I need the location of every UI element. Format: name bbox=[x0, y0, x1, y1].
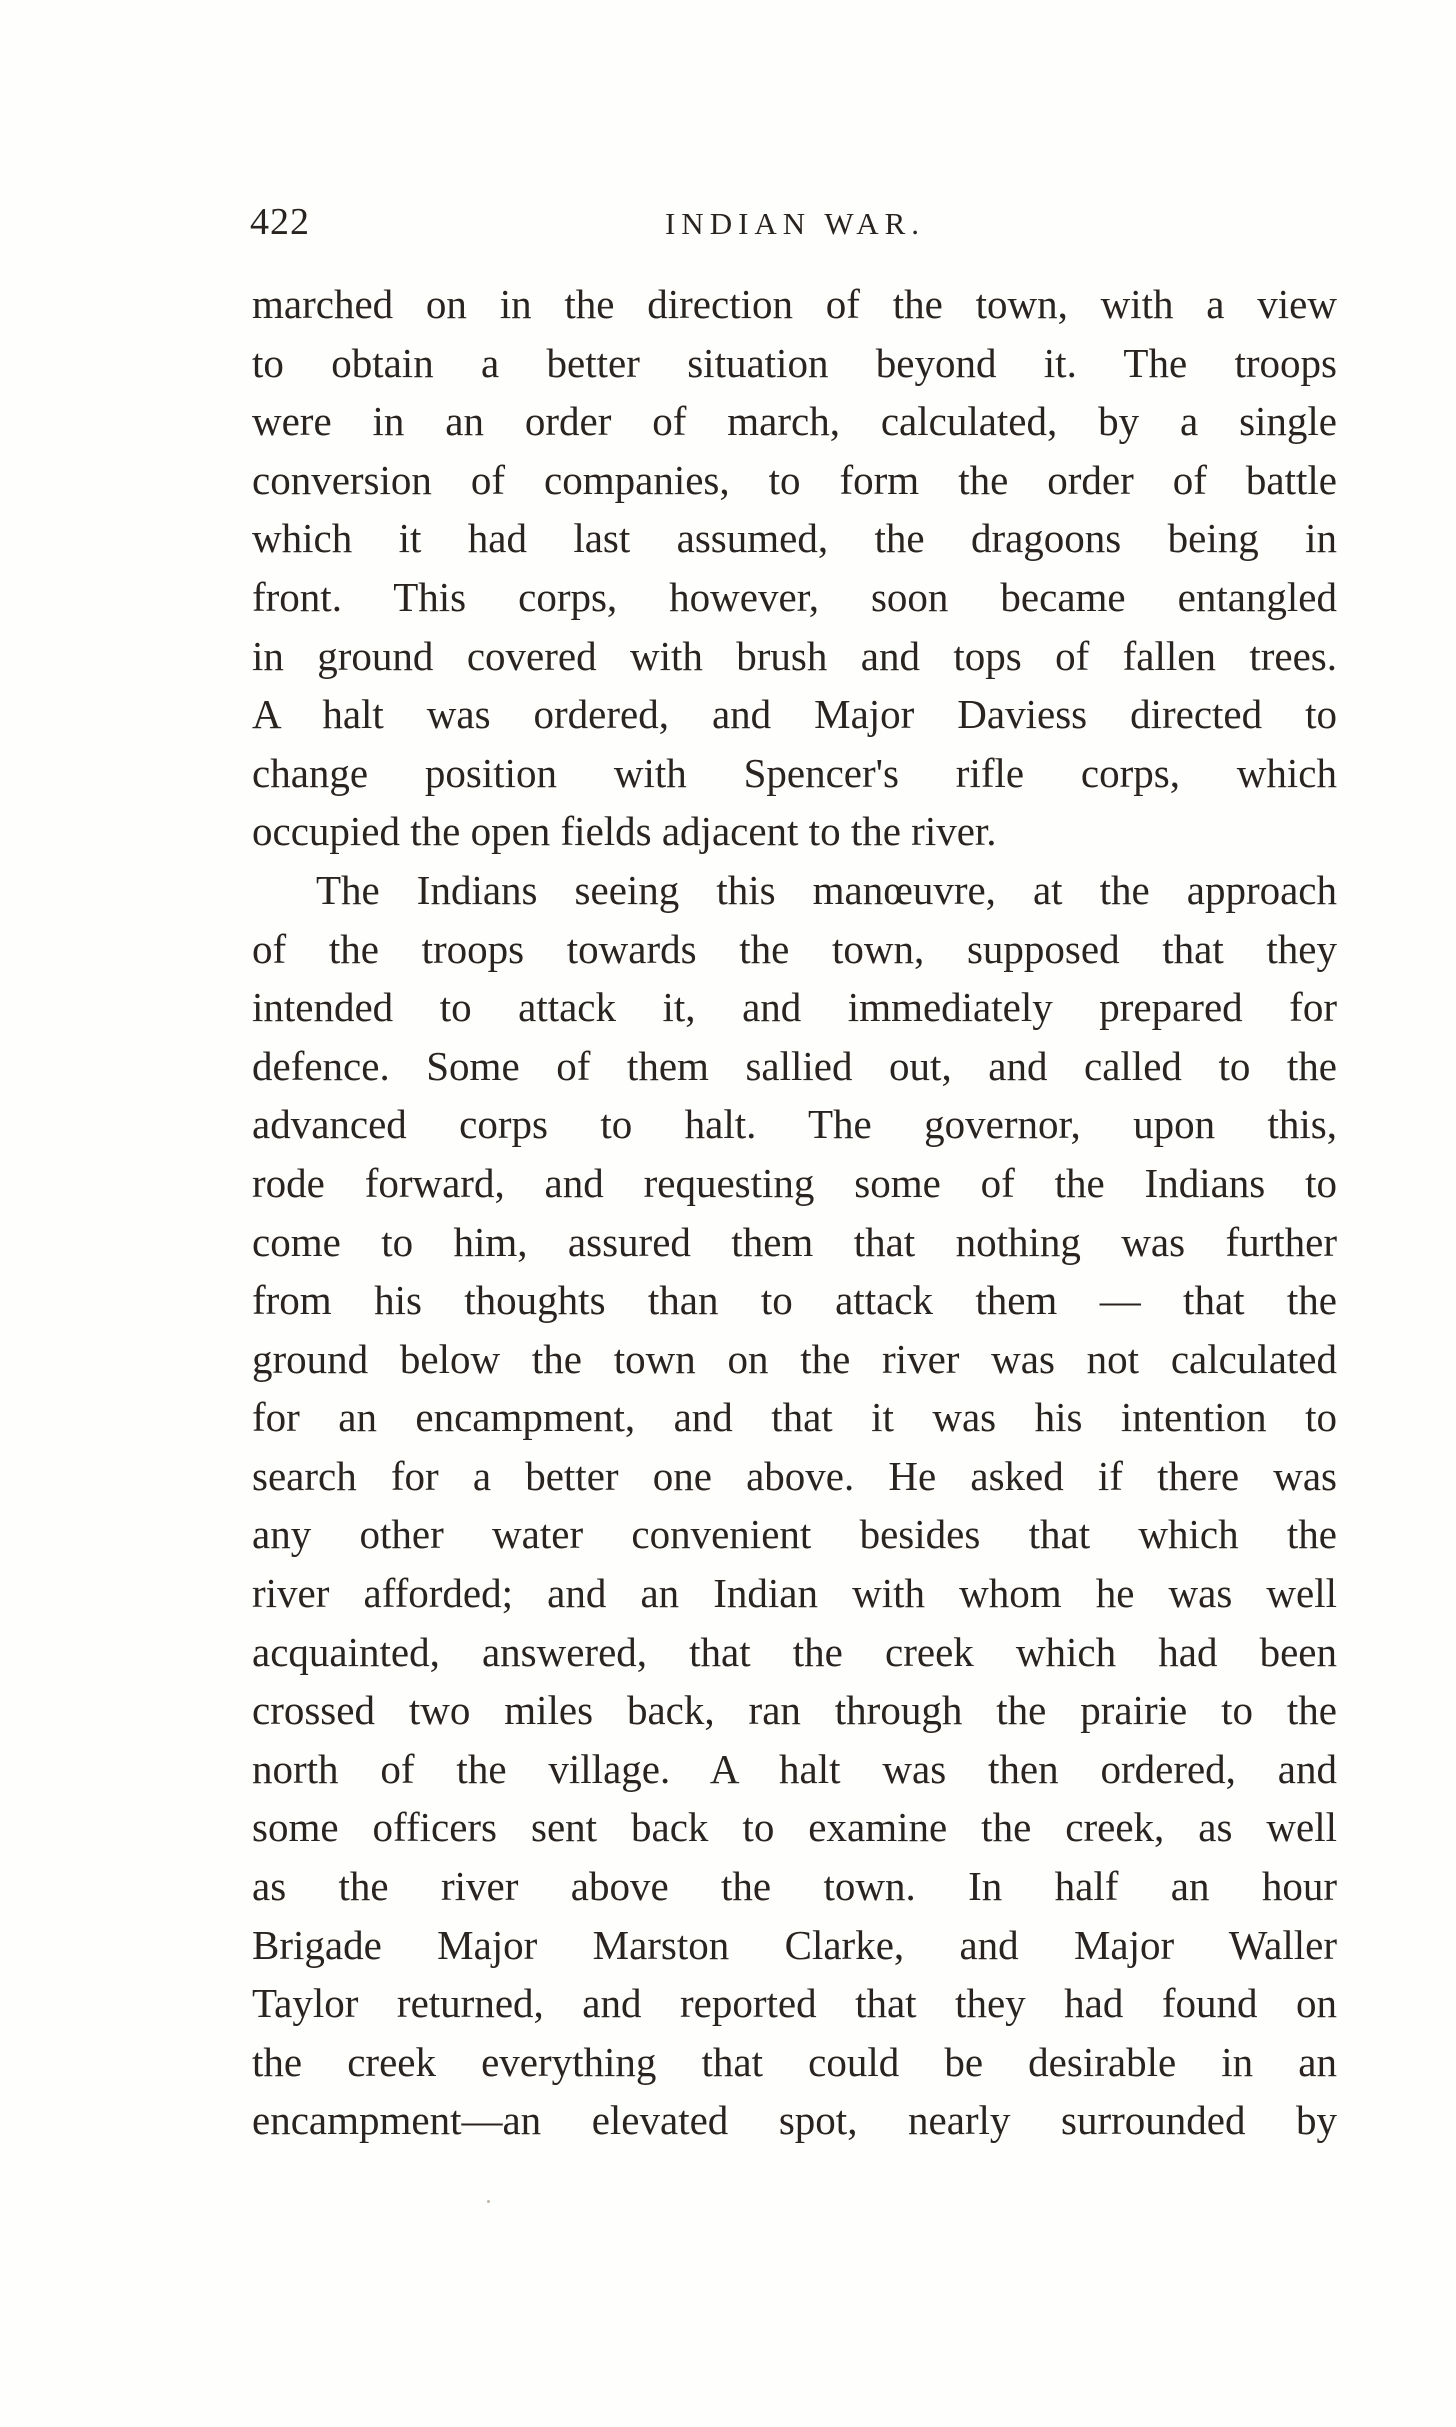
text-line: north of the village. A halt was then ordered, and bbox=[252, 1745, 1337, 1792]
page-number: 422 bbox=[250, 201, 310, 243]
text-line: defence. Some of them sallied out, and called to the bbox=[252, 1042, 1337, 1089]
body-text bbox=[252, 275, 1337, 2150]
text-line: acquainted, answered, that the creek which had been bbox=[252, 1628, 1337, 1675]
text-line: river afforded; and an Indian with whom he was well bbox=[252, 1570, 1337, 1617]
page-header bbox=[250, 200, 1340, 250]
text-line: marched on in the direction of the town, with a view bbox=[252, 281, 1337, 327]
text-line: The Indians seeing this manœuvre, at the approach bbox=[316, 866, 1337, 913]
text-line: search for a better one above. He asked if there was bbox=[252, 1452, 1337, 1499]
text-line: Taylor returned, and reported that they had found on bbox=[252, 1980, 1337, 2027]
text-line: encampment—an elevated spot, nearly surrounded by bbox=[252, 2097, 1337, 2144]
text-line: some officers sent back to examine the creek, as well bbox=[252, 1804, 1337, 1851]
text-line: the creek everything that could be desirable in an bbox=[252, 2038, 1337, 2085]
text-line: in ground covered with brush and tops of fallen trees. bbox=[252, 632, 1337, 679]
text-line: conversion of companies, to form the order of battle bbox=[252, 456, 1337, 503]
text-line: occupied the open fields adjacent to the river. bbox=[252, 808, 997, 855]
text-line: as the river above the town. In half an hour bbox=[252, 1863, 1337, 1910]
text-line: crossed two miles back, ran through the prairie to the bbox=[252, 1687, 1337, 1734]
text-line: which it had last assumed, the dragoons being in bbox=[252, 515, 1337, 562]
text-line: any other water convenient besides that which the bbox=[252, 1511, 1337, 1558]
text-line: intended to attack it, and immediately prepared for bbox=[252, 984, 1337, 1031]
text-line: A halt was ordered, and Major Daviess directed to bbox=[252, 691, 1337, 738]
text-line: ground below the town on the river was not calculated bbox=[252, 1335, 1337, 1382]
text-line: Brigade Major Marston Clarke, and Major Waller bbox=[252, 1921, 1337, 1968]
paper-speck bbox=[487, 2200, 490, 2203]
text-line: from his thoughts than to attack them — that the bbox=[252, 1277, 1337, 1324]
text-line: were in an order of march, calculated, by a single bbox=[252, 398, 1337, 445]
text-line: to obtain a better situation beyond it. The troops bbox=[252, 339, 1337, 386]
text-line: for an encampment, and that it was his intention to bbox=[252, 1394, 1337, 1441]
text-line: advanced corps to halt. The governor, upon this, bbox=[252, 1101, 1337, 1148]
text-line: of the troops towards the town, supposed that they bbox=[252, 925, 1337, 972]
text-line: come to him, assured them that nothing was further bbox=[252, 1218, 1337, 1265]
text-line: rode forward, and requesting some of the Indians to bbox=[252, 1159, 1337, 1206]
text-line: front. This corps, however, soon became entangled bbox=[252, 573, 1337, 620]
running-head: INDIAN WAR. bbox=[664, 206, 926, 241]
text-line: change position with Spencer's rifle corps, which bbox=[252, 749, 1337, 796]
